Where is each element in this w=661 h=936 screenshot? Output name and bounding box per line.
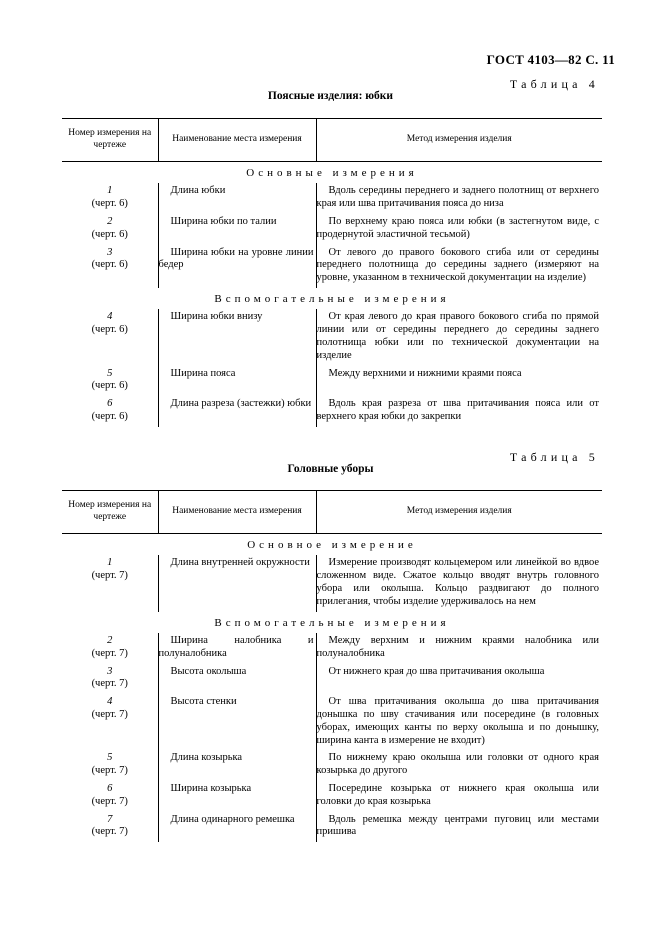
- measurement-method-cell: [316, 781, 602, 812]
- measurement-number: 2: [107, 216, 113, 227]
- measurement-method: От края левого до края правого бокового сгиба по прямой линии или от середины переднего до середины заднего полотнища юбки или по технической документации на изделие: [316, 311, 599, 361]
- measurement-number-cell: [62, 555, 158, 611]
- measurement-number-cell: [62, 812, 158, 843]
- table-row: [62, 366, 602, 397]
- table-row: [62, 309, 602, 365]
- measurement-method: От шва притачивания околыша до шва притачивания донышка по шву стачивания или посередине (в головных уборах, имеющих канты по верху околыша и по донышку, ширина канта в измерение не входит): [316, 696, 599, 746]
- drawing-reference: (черт. 6): [91, 259, 128, 271]
- measurement-method: Между верхним и нижним краями налобника или полуналобника: [316, 635, 599, 659]
- measurement-method: От нижнего края до шва притачивания околыша: [328, 665, 545, 677]
- table5-header-number: Номер измерения на чертеже: [62, 491, 158, 534]
- measurement-place: Ширина козырька: [170, 782, 252, 794]
- measurement-place-cell: [158, 183, 316, 214]
- measurement-place-cell: [158, 664, 316, 695]
- measurement-place-cell: [158, 214, 316, 245]
- measurement-place-cell: [158, 396, 316, 427]
- measurement-place: Длина юбки: [170, 185, 226, 197]
- drawing-reference: (черт. 7): [91, 570, 128, 582]
- measurement-method: Между верхними и нижними краями пояса: [328, 367, 522, 379]
- measurement-place-cell: [158, 555, 316, 611]
- measurement-place: Ширина налобника и полуналобника: [158, 635, 314, 659]
- measurement-method-cell: [316, 366, 602, 397]
- table-row: [62, 781, 602, 812]
- measurement-place-cell: [158, 366, 316, 397]
- table4-label: Таблица 4: [509, 77, 599, 91]
- measurement-place: Ширина юбки на уровне линии бедер: [158, 246, 314, 271]
- measurement-number-cell: [62, 750, 158, 781]
- table5-section-aux-label: Вспомогательные измерения: [214, 616, 450, 629]
- table5-label: Таблица 5: [509, 450, 599, 464]
- measurement-place-cell: [158, 781, 316, 812]
- measurement-method: По нижнему краю околыша или головки от одного края козырька до другого: [316, 752, 599, 777]
- measurement-number-cell: [62, 366, 158, 397]
- measurement-method-cell: [316, 812, 602, 843]
- measurement-place: Ширина юбки по талии: [170, 216, 277, 227]
- drawing-reference: (черт. 7): [91, 826, 128, 838]
- measurement-place: Длина одинарного ремешка: [170, 813, 295, 825]
- measurement-number-cell: [62, 694, 158, 750]
- table-row: [62, 750, 602, 781]
- table5-header-method: Метод измерения изделия: [316, 491, 602, 534]
- table4-header-name: Наименование места измерения: [158, 119, 316, 162]
- drawing-reference: (черт. 6): [91, 198, 128, 210]
- measurement-number-cell: [62, 633, 158, 664]
- table4-body: [62, 162, 602, 427]
- table4-section-main: [62, 162, 602, 184]
- measurement-number: 6: [107, 782, 113, 794]
- measurement-number: 5: [107, 752, 113, 764]
- table5-title: Головные уборы: [287, 463, 374, 475]
- measurement-method-cell: [316, 396, 602, 427]
- measurement-place: Ширина юбки внизу: [170, 311, 263, 323]
- measurement-number-cell: [62, 396, 158, 427]
- measurement-method: Вдоль края разреза от шва притачивания пояса или от верхнего края юбки до закрепки: [316, 398, 599, 422]
- measurement-place-cell: [158, 750, 316, 781]
- measurement-method-cell: [316, 245, 602, 288]
- table4-title: Поясные изделия: юбки: [267, 90, 394, 102]
- measurement-number: 1: [107, 185, 113, 197]
- table-row: [62, 555, 602, 611]
- measurement-place-cell: [158, 309, 316, 365]
- table-row: [62, 214, 602, 245]
- table4-section-main-label: Основные измерения: [246, 167, 418, 179]
- table4-header-number: Номер измерения на чертеже: [62, 119, 158, 162]
- measurement-method-cell: [316, 633, 602, 664]
- measurement-place: Длина козырька: [170, 752, 243, 764]
- table-row: [62, 812, 602, 843]
- measurement-method: От левого до правого бокового сгиба или от середины переднего полотнища до середины заднего (измеряют на уровне, указанном в технической документации на изделие): [316, 246, 599, 284]
- measurement-number: 1: [107, 557, 113, 569]
- measurement-number-cell: [62, 781, 158, 812]
- measurement-method-cell: [316, 555, 602, 611]
- measurement-number: 2: [107, 635, 113, 646]
- drawing-reference: (черт. 6): [91, 410, 128, 422]
- measurement-number-cell: [62, 214, 158, 245]
- measurement-number: 5: [107, 367, 113, 379]
- drawing-reference: (черт. 7): [91, 708, 128, 720]
- measurement-method: Вдоль середины переднего и заднего полотнищ от верхнего края или шва притачивания пояса до низа: [316, 185, 599, 210]
- table4-section-aux-label: Вспомогательные измерения: [214, 292, 450, 305]
- table5-section-aux: [62, 612, 602, 633]
- table-row: [62, 633, 602, 664]
- drawing-reference: (черт. 6): [91, 324, 128, 336]
- measurement-number-cell: [62, 183, 158, 214]
- drawing-reference: (черт. 7): [91, 765, 128, 777]
- table5-header-name: Наименование места измерения: [158, 491, 316, 534]
- measurement-place: Длина внутренней окружности: [170, 557, 310, 569]
- table-row: [62, 396, 602, 427]
- measurement-place-cell: [158, 245, 316, 288]
- table-row: [62, 694, 602, 750]
- measurement-method: Вдоль ремешка между центрами пуговиц или местами пришива: [316, 813, 599, 838]
- table-row: [62, 183, 602, 214]
- drawing-reference: (черт. 7): [91, 678, 128, 690]
- measurement-number: 6: [107, 398, 113, 410]
- measurement-number: 4: [107, 696, 113, 708]
- measurement-number: 3: [107, 665, 113, 677]
- drawing-reference: (черт. 7): [91, 647, 128, 659]
- measurement-method-cell: [316, 664, 602, 695]
- measurement-place-cell: [158, 812, 316, 843]
- table5-body: [62, 534, 602, 843]
- page-header: ГОСТ 4103—82 С. 11: [486, 52, 615, 67]
- measurement-number: 7: [107, 813, 113, 825]
- measurement-method: По верхнему краю пояса или юбки (в застегнутом виде, с продернутой эластичной тесьмой): [316, 216, 599, 240]
- measurement-method-cell: [316, 694, 602, 750]
- table5-section-main: [62, 534, 602, 556]
- measurement-method-cell: [316, 183, 602, 214]
- measurement-place: Высота стенки: [170, 696, 237, 708]
- table4-header-method: Метод измерения изделия: [316, 119, 602, 162]
- measurement-place-cell: [158, 633, 316, 664]
- table4-section-aux: [62, 288, 602, 309]
- measurement-place: Длина разреза (застежки) юбки: [170, 398, 312, 410]
- measurement-method: Измерение производят кольцемером или линейкой во вдвое сложенном виде. Сжатое кольцо вводят внутрь головного убора или околыша. Кольцо раздвигают до полного прилегания, чтобы изделие удерживалось на нем: [316, 557, 599, 607]
- measurement-method: Посередине козырька от нижнего края околыша или головки до края козырька: [316, 782, 599, 807]
- table-row: [62, 664, 602, 695]
- measurement-number: 3: [107, 246, 113, 258]
- drawing-reference: (черт. 6): [91, 380, 128, 392]
- measurement-number-cell: [62, 664, 158, 695]
- measurement-number: 4: [107, 311, 113, 323]
- drawing-reference: (черт. 6): [91, 228, 128, 240]
- measurement-number-cell: [62, 245, 158, 288]
- table4: [62, 118, 602, 427]
- measurement-method-cell: [316, 214, 602, 245]
- measurement-place-cell: [158, 694, 316, 750]
- table5-section-main-label: Основное измерение: [247, 539, 417, 551]
- drawing-reference: (черт. 7): [91, 795, 128, 807]
- measurement-place: Ширина пояса: [170, 367, 236, 379]
- table-row: [62, 245, 602, 288]
- measurement-place: Высота околыша: [170, 665, 247, 677]
- measurement-method-cell: [316, 750, 602, 781]
- table5: [62, 490, 602, 842]
- measurement-number-cell: [62, 309, 158, 365]
- measurement-method-cell: [316, 309, 602, 365]
